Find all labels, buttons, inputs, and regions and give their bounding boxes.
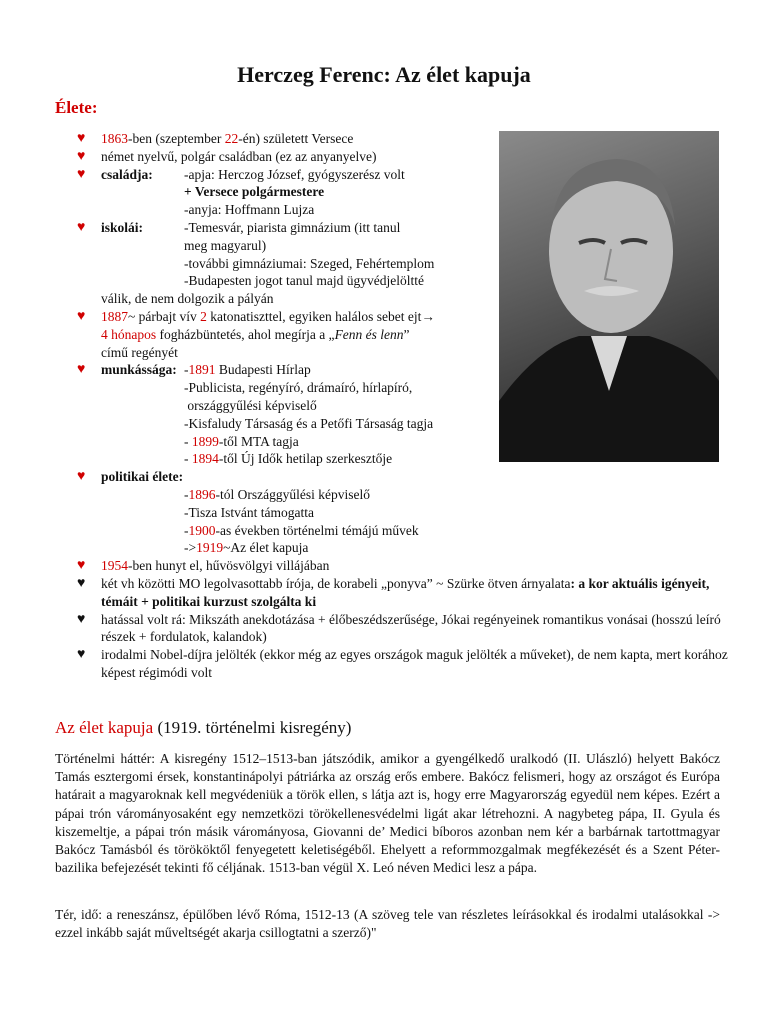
- history-paragraph: Történelmi háttér: A kisregény 1512–1513-ban játszódik, amikor a gyengélkedő uralkodó (II. Ulászló) helyett Bakócz Tamás esztergomi érsek, konstantinápolyi pátriárka az ország erős embere. Bakócz felismeri, hogy az országot és Európa határait a magyaroknak kell megvédeniük a török ellen, s látja azt is, hogy erre Magyarország egyedül nem képes. Ezért a pápai trón várományosaként egy nemzetközi törökellenesvédelmi ligát akar létrehozni. A nagybeteg pápa, II. Gyula és kiszemeltje, a pápai trón másik várományosa, Giovanni de’ Medici bíboros azonban nem kér a barbárnak tartottmagyar Bakócz Tamásból és törököktől fenyegetett keletiségéből. Ehelyett a reformmozgalmak megfékezését és a Szent Péter-bazilika befejezését tekinti fő céljának. 1513-ban végül X. Leó néven Medici lesz a pápa.: [55, 751, 720, 876]
- heart-bullet-icon: ♥: [77, 575, 86, 591]
- list-item: ♥ két vh közötti MO legolvasottabb írója, de korabeli „ponyva” ~ Szürke ötven árnyalata: a kor aktuális igényeit, témáit + politikai kurzust szolgálta ki: [77, 575, 710, 609]
- list-item: ♥ iskolái: -Temesvár, piarista gimnázium (itt tanul meg magyarul) -további gimnáziumai: Szeged, Fehértemplom -Budapesten jogot tanul majd ügyvédjelöltté: [77, 219, 435, 289]
- heart-bullet-icon: ♥: [77, 219, 86, 235]
- heart-bullet-icon: ♥: [77, 469, 86, 485]
- list-item: ♥ 1863-ben (szeptember 22-én) született Versece: [77, 131, 354, 146]
- list-item: ♥ hatással volt rá: Mikszáth anekdotázása + élőbeszédszerűsége, Jókai regényeinek romantikus vonásai (hosszú leíró részek + fordulatok, kalandok): [77, 611, 721, 645]
- heart-bullet-icon: ♥: [77, 148, 86, 164]
- life-heading: Élete:: [55, 98, 98, 117]
- list-item: ♥ 1887~ párbajt vív 2 katonatiszttel, egyiken halálos sebet ejt→ 4 hónapos fogházbüntetés, ahol megírja a „Fenn és lenn” című regényét: [77, 308, 435, 360]
- heart-bullet-icon: ♥: [77, 611, 86, 627]
- heart-bullet-icon: ♥: [77, 308, 86, 324]
- life-list: ♥ 1863-ben (szeptember 22-én) született Versece ♥ német nyelvű, polgár családban (ez az anyanyelve) ♥ családja: -apja: Herczog József, gyógyszerész volt + Versece polgármestere -anyja: Hoffmann Lujza ♥ iskolái: -Temesvár, piarista gimnázium (itt tanul meg magyarul) -további gimnáziumai: Szeged, Fehértemplom -Budapesten jogot tanul majd ügyvédjelöltté válik, de nem dolgozik a pályán ♥ 1887~ párbajt vív 2 katonatiszttel, egyiken halálos sebet ejt→ 4 hónapos fogházbüntetés, ahol megírja a „Fenn és lenn” című regényét ♥ munkássága: -1891 Budapesti Hírlap -Publicista, regényíró, drámaíró, hírlapíró, országgyűlési képviselő -Kisfaludy Társaság és a Petőfi Társaság tagja - 1899-től MTA tagja - 1894-től Új Idők hetilap szerkesztője ♥ politikai élete: -1896-tól Országgyűlési képviselő -Tisza Istvánt támogatta -1900-as években történelmi témájú művek ->1919~Az élet kapuja ♥ 1954-ben hunyt el, hűvösvölgyi villájában ♥ két vh közötti MO legolvasottabb írója, de korabeli „ponyva” ~ Szürke ötven árnyalata: a kor aktuális igényeit, témáit + politikai kurzust szolgálta ki ♥ hatással volt rá: Mikszáth anekdotázása + élőbeszédszerűsége, Jókai regényeinek romantikus vonásai (hosszú leíró részek + fordulatok, kalandok) ♥ irodalmi Nobel-díjra jelölték (ekkor még az egyes országok maguk jelölték a műveket), de nem kapta, mert korához képest régimódi volt: [55, 130, 495, 682]
- list-item: ♥ irodalmi Nobel-díjra jelölték (ekkor még az egyes országok maguk jelölték a műveket), de nem kapta, mert korához képest régimódi volt: [77, 647, 728, 680]
- page-title: Herczeg Ferenc: Az élet kapuja: [237, 62, 531, 87]
- list-item: ♥ munkássága: -1891 Budapesti Hírlap -Publicista, regényíró, drámaíró, hírlapíró, országgyűlési képviselő -Kisfaludy Társaság és a Petőfi Társaság tagja - 1899-től MTA tagja - 1894-től Új Idők hetilap szerkesztője: [77, 362, 434, 467]
- author-portrait: [499, 131, 719, 462]
- heart-bullet-icon: ♥: [77, 647, 86, 663]
- heart-bullet-icon: ♥: [77, 131, 86, 146]
- heart-bullet-icon: ♥: [77, 558, 86, 574]
- list-item: ♥ 1954-ben hunyt el, hűvösvölgyi villájában: [77, 558, 330, 574]
- heart-bullet-icon: ♥: [77, 362, 86, 378]
- list-item: ♥ politikai élete: -1896-tól Országgyűlési képviselő -Tisza Istvánt támogatta -1900-as években történelmi témájú művek ->1919~Az élet kapuja: [77, 469, 419, 556]
- list-item: ♥ családja: -apja: Herczog József, gyógyszerész volt + Versece polgármestere -anyja: Hoffmann Lujza: [77, 166, 405, 218]
- setting-paragraph: Tér, idő: a reneszánsz, épülőben lévő Róma, 1512-13 (A szöveg tele van részletes leírásokkal és irodalmi utalásokkal -> ezzel inkább saját műveltségét akarja csillogtatni a szerző)": [55, 907, 720, 941]
- list-item: ♥ német nyelvű, polgár családban (ez az anyanyelve): [77, 148, 377, 164]
- novel-heading: Az élet kapuja (1919. történelmi kisregény): [55, 718, 352, 737]
- heart-bullet-icon: ♥: [77, 166, 86, 182]
